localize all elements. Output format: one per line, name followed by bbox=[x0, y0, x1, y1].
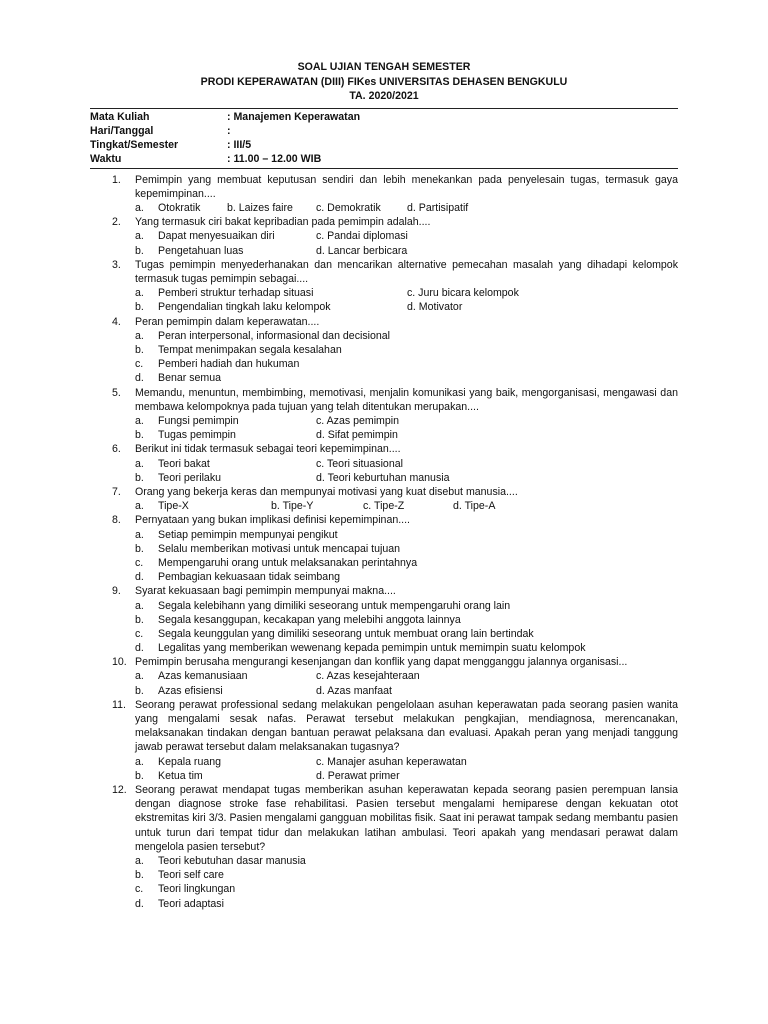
option-d: d. Lancar berbicara bbox=[316, 244, 408, 257]
option-b bbox=[135, 868, 678, 882]
option-a bbox=[135, 854, 678, 868]
option-letter: a. bbox=[135, 528, 144, 541]
question-8 bbox=[90, 513, 678, 584]
option-b: Pengendalian tingkah laku kelompok bbox=[158, 301, 331, 314]
question-list bbox=[90, 173, 678, 911]
option-b: b. Tipe-Y bbox=[271, 500, 314, 513]
info-key: Mata Kuliah bbox=[90, 110, 150, 123]
option-letter: b. bbox=[135, 542, 144, 555]
exam-page bbox=[90, 60, 678, 911]
option-letter: a. bbox=[135, 415, 144, 427]
option-letter: c. bbox=[135, 556, 144, 569]
question-text: Tugas pemimpin menyederhanakan dan mencarikan alternative pemecahan masalah yang dihadapi kelompok termasuk tugas pemimpin sebagai.... bbox=[135, 258, 678, 286]
option-row bbox=[135, 244, 678, 258]
option-c bbox=[135, 357, 678, 371]
option-a bbox=[135, 329, 678, 343]
question-1 bbox=[90, 173, 678, 216]
option-text: Selalu memberikan motivasi untuk mencapai tujuan bbox=[158, 542, 401, 555]
header-year: TA. 2020/2021 bbox=[349, 90, 419, 102]
info-value: : Manajemen Keperawatan bbox=[227, 110, 361, 123]
info-row-course bbox=[90, 110, 678, 124]
option-b: Azas efisiensi bbox=[158, 684, 223, 697]
option-a: Dapat menyesuaikan diri bbox=[158, 230, 275, 243]
option-letter: d. bbox=[135, 897, 144, 910]
option-a: Azas kemanusiaan bbox=[158, 670, 248, 683]
option-b bbox=[135, 613, 678, 627]
option-d bbox=[135, 897, 678, 911]
option-c: c. Tipe-Z bbox=[363, 500, 405, 513]
option-letter: b. bbox=[135, 769, 144, 782]
option-text: Segala kesanggupan, kecakapan yang melebihi anggota lainnya bbox=[158, 613, 461, 626]
question-text: Memandu, menuntun, membimbing, memotivasi, menjalin komunikasi yang baik, mengorganisasi, mengawasi dan membawa kelompoknya pada tujuan yang telah ditentukan merupakan.... bbox=[135, 386, 678, 413]
option-letter: b. bbox=[135, 344, 144, 357]
option-d: d. Perawat primer bbox=[316, 769, 400, 782]
option-row bbox=[135, 414, 678, 428]
course-info-table bbox=[90, 108, 678, 169]
option-a: Teori bakat bbox=[158, 457, 210, 470]
info-row-level bbox=[90, 138, 678, 152]
option-text: Peran interpersonal, informasional dan decisional bbox=[158, 329, 391, 342]
option-letter: b. bbox=[135, 613, 144, 626]
option-b: Ketua tim bbox=[158, 769, 203, 782]
option-d: d. Azas manfaat bbox=[316, 684, 392, 697]
option-c: c. Pandai diplomasi bbox=[316, 230, 408, 243]
option-letter: a. bbox=[135, 670, 144, 683]
option-c bbox=[135, 556, 678, 570]
option-b: Teori perilaku bbox=[158, 471, 222, 484]
option-row bbox=[135, 286, 678, 300]
question-number: 2. bbox=[112, 216, 121, 229]
question-number: 9. bbox=[112, 585, 121, 598]
option-row bbox=[135, 669, 678, 683]
option-c bbox=[135, 627, 678, 641]
question-12 bbox=[90, 783, 678, 911]
question-number: 12. bbox=[112, 784, 127, 797]
option-letter: b. bbox=[135, 471, 144, 484]
option-c: c. Azas pemimpin bbox=[316, 415, 400, 427]
option-text: Benar semua bbox=[158, 372, 222, 385]
header-title: SOAL UJIAN TENGAH SEMESTER bbox=[297, 61, 471, 73]
info-key: Waktu bbox=[90, 153, 122, 166]
option-d: d. Partisipatif bbox=[407, 202, 469, 215]
option-d: d. Tipe-A bbox=[453, 500, 496, 513]
info-value: : III/5 bbox=[227, 139, 252, 152]
question-text: Orang yang bekerja keras dan mempunyai motivasi yang kuat disebut manusia.... bbox=[135, 485, 518, 498]
option-text: Legalitas yang memberikan wewenang kepada pemimpin untuk memimpin suatu kelompok bbox=[158, 642, 586, 655]
question-number: 4. bbox=[112, 315, 121, 328]
option-row bbox=[135, 769, 678, 783]
question-3 bbox=[90, 258, 678, 315]
info-row-time bbox=[90, 152, 678, 166]
option-a: Kepala ruang bbox=[158, 755, 222, 768]
option-text: Teori adaptasi bbox=[158, 897, 224, 910]
option-text: Segala keunggulan yang dimiliki seseorang untuk membuat orang lain bertindak bbox=[158, 627, 534, 640]
option-c: c. Azas kesejahteraan bbox=[316, 670, 420, 683]
header-program: PRODI KEPERAWATAN (DIII) FIKes UNIVERSITAS DEHASEN BENGKULU bbox=[200, 75, 568, 88]
option-letter: a. bbox=[135, 287, 144, 300]
option-letter: c. bbox=[135, 883, 144, 896]
option-letter: b. bbox=[135, 301, 144, 314]
question-4 bbox=[90, 315, 678, 386]
option-letter: a. bbox=[135, 755, 144, 768]
option-d: d. Teori keburtuhan manusia bbox=[316, 471, 450, 484]
question-2 bbox=[90, 215, 678, 258]
option-letter: b. bbox=[135, 869, 144, 882]
question-text: Pemimpin yang membuat keputusan sendiri dan lebih menekankan pada penyelesain tugas, termasuk gaya kepemimpinan.... bbox=[135, 173, 678, 200]
question-number: 1. bbox=[112, 173, 121, 186]
option-c: c. Teori situasional bbox=[316, 457, 403, 470]
question-text: Seorang perawat mendapat tugas memberikan asuhan keperawatan kepada seorang pasien perempuan lansia dengan diagnose stroke fase rehabilitasi. Pasien tersebut mengalami hemiparese dengan kekuatan otot ekstremitas kiri 3/3. Pasien mengalami gangguan mobilitas fisik. Saat ini perawat tampak sedang membantu pasien untuk turun dari tempat tidur dan melakukan latihan ambulasi. Teori apakah yang mendasari perawat dalam mengelola pasien tersebut? bbox=[135, 784, 678, 853]
option-text: Pembagian kekuasaan tidak seimbang bbox=[158, 571, 340, 584]
question-text: Seorang perawat professional sedang melakukan pengelolaan asuhan keperawatan pada seorang pasien wanita yang mengalami sesak nafas. Perawat tersebut melakukan pengkajian, mendiagnosa, merencanakan, melaksanakan tindakan dengan bantuan perawat pelaksana dan evaluasi. Apakah peran yang menjadi tanggung jawab perawat tersebut dalam melaksanakan tugasnya? bbox=[135, 698, 678, 754]
question-number: 3. bbox=[112, 258, 121, 271]
option-text: Mempengaruhi orang untuk melaksanakan perintahnya bbox=[158, 556, 418, 569]
option-d bbox=[135, 641, 678, 655]
option-letter: d. bbox=[135, 642, 144, 655]
option-d: d. Sifat pemimpin bbox=[316, 429, 398, 442]
option-letter: a. bbox=[135, 457, 144, 470]
option-d: d. Motivator bbox=[407, 301, 463, 314]
option-letter: d. bbox=[135, 372, 144, 385]
option-row bbox=[135, 428, 678, 442]
option-c: c. Manajer asuhan keperawatan bbox=[316, 755, 467, 768]
option-a: Pemberi struktur terhadap situasi bbox=[158, 287, 314, 300]
question-text: Berikut ini tidak termasuk sebagai teori kepemimpinan.... bbox=[135, 443, 401, 456]
option-letter: a. bbox=[135, 202, 144, 215]
option-text: Teori lingkungan bbox=[158, 883, 236, 896]
info-value: : bbox=[227, 124, 231, 137]
option-letter: c. bbox=[135, 627, 144, 640]
option-b: b. Laizes faire bbox=[227, 202, 293, 215]
option-c bbox=[135, 882, 678, 896]
question-number: 7. bbox=[112, 485, 121, 498]
option-letter: b. bbox=[135, 244, 144, 257]
option-d bbox=[135, 371, 678, 385]
option-text: Tempat menimpakan segala kesalahan bbox=[158, 344, 342, 357]
info-row-date bbox=[90, 124, 678, 138]
info-key: Hari/Tanggal bbox=[90, 124, 154, 137]
option-b bbox=[135, 343, 678, 357]
option-text: Setiap pemimpin mempunyai pengikut bbox=[158, 528, 338, 541]
option-b: Tugas pemimpin bbox=[158, 429, 236, 442]
option-row bbox=[135, 499, 678, 513]
question-text: Pemimpin berusaha mengurangi kesenjangan dan konflik yang dapat mengganggu jalannya organisasi... bbox=[135, 656, 628, 669]
option-letter: a. bbox=[135, 855, 144, 868]
option-text: Segala kelebihann yang dimiliki seseorang untuk mempengaruhi orang lain bbox=[158, 599, 511, 612]
option-letter: b. bbox=[135, 429, 144, 442]
option-text: Teori kebutuhan dasar manusia bbox=[158, 855, 306, 868]
question-number: 8. bbox=[112, 514, 121, 527]
option-row bbox=[135, 201, 678, 215]
option-letter: a. bbox=[135, 329, 144, 342]
option-row bbox=[135, 684, 678, 698]
question-10 bbox=[90, 655, 678, 698]
option-c: c. Demokratik bbox=[316, 202, 381, 215]
question-text: Peran pemimpin dalam keperawatan.... bbox=[135, 315, 320, 328]
question-number: 10. bbox=[112, 656, 127, 669]
option-b: Pengetahuan luas bbox=[158, 244, 244, 257]
option-c: c. Juru bicara kelompok bbox=[407, 287, 519, 300]
option-row bbox=[135, 457, 678, 471]
question-5 bbox=[90, 386, 678, 443]
option-a bbox=[135, 528, 678, 542]
option-b bbox=[135, 542, 678, 556]
option-letter: b. bbox=[135, 684, 144, 697]
exam-header bbox=[90, 60, 678, 104]
option-a: Otokratik bbox=[158, 202, 201, 215]
info-key: Tingkat/Semester bbox=[90, 139, 179, 152]
question-text: Syarat kekuasaan bagi pemimpin mempunyai makna.... bbox=[135, 585, 396, 598]
option-a bbox=[135, 599, 678, 613]
option-letter: c. bbox=[135, 358, 144, 371]
option-row bbox=[135, 300, 678, 314]
question-7 bbox=[90, 485, 678, 513]
question-6 bbox=[90, 442, 678, 485]
option-letter: a. bbox=[135, 500, 144, 513]
option-a: Fungsi pemimpin bbox=[158, 415, 239, 427]
question-number: 11. bbox=[112, 698, 126, 711]
question-number: 5. bbox=[112, 386, 121, 399]
option-letter: d. bbox=[135, 571, 144, 584]
question-text: Yang termasuk ciri bakat kepribadian pada pemimpin adalah.... bbox=[135, 216, 431, 229]
option-d bbox=[135, 570, 678, 584]
question-9 bbox=[90, 584, 678, 655]
question-number: 6. bbox=[112, 443, 121, 456]
option-text: Teori self care bbox=[158, 869, 224, 882]
option-letter: a. bbox=[135, 230, 144, 243]
option-a: Tipe-X bbox=[158, 500, 189, 513]
option-row bbox=[135, 229, 678, 243]
option-text: Pemberi hadiah dan hukuman bbox=[158, 358, 300, 371]
info-value: : 11.00 – 12.00 WIB bbox=[227, 153, 322, 166]
question-text: Pernyataan yang bukan implikasi definisi kepemimpinan.... bbox=[135, 514, 410, 527]
option-row bbox=[135, 471, 678, 485]
question-11 bbox=[90, 698, 678, 783]
option-row bbox=[135, 755, 678, 769]
option-letter: a. bbox=[135, 599, 144, 612]
